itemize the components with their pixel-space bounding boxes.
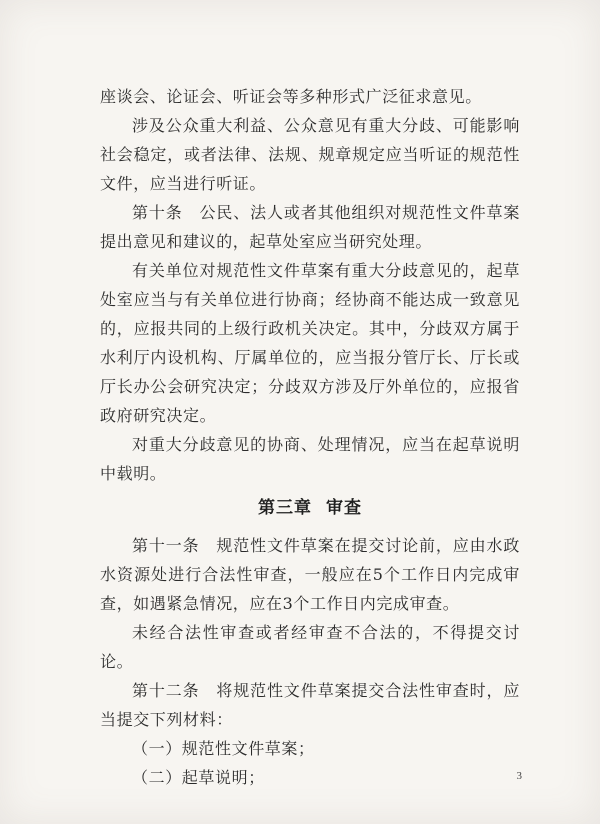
chapter-heading [100, 493, 520, 523]
document-body [100, 82, 520, 792]
page-number: 3 [516, 770, 522, 782]
paragraph-7: 未经合法性审查或者经审查不合法的，不得提交讨论。 [100, 623, 520, 671]
paragraph-article-11: 第十一条 规范性文件草案在提交讨论前，应由水政水资源处进行合法性审查，一般应在5个工作日内完成审查，如遇紧急情况，应在3个工作日内完成审查。 [100, 536, 520, 613]
list-item-2: （二）起草说明； [132, 768, 265, 787]
paragraph-article-10: 第十条 公民、法人或者其他组织对规范性文件草案提出意见和建议的，起草处室应当研究处理。 [100, 203, 520, 251]
paragraph-1: 座谈会、论证会、听证会等多种形式广泛征求意见。 [100, 87, 482, 106]
list-item-1: （一）规范性文件草案； [132, 739, 315, 758]
paragraph-article-12: 第十二条 将规范性文件草案提交合法性审查时，应当提交下列材料： [100, 681, 520, 729]
chapter-number: 第三章 [258, 498, 312, 518]
chapter-title: 审查 [326, 498, 362, 518]
paragraph-2: 涉及公众重大利益、公众意见有重大分歧、可能影响社会稳定，或者法律、法规、规章规定应当听证的规范性文件，应当进行听证。 [100, 116, 520, 193]
paragraph-4: 有关单位对规范性文件草案有重大分歧意见的，起草处室应当与有关单位进行协商；经协商不能达成一致意见的，应报共同的上级行政机关决定。其中，分歧双方属于水利厅内设机构、厅属单位的，应当报分管厅长、厅长或厅长办公会研究决定；分歧双方涉及厅外单位的，应报省政府研究决定。 [100, 261, 520, 425]
paragraph-5: 对重大分歧意见的协商、处理情况，应当在起草说明中载明。 [100, 435, 520, 483]
